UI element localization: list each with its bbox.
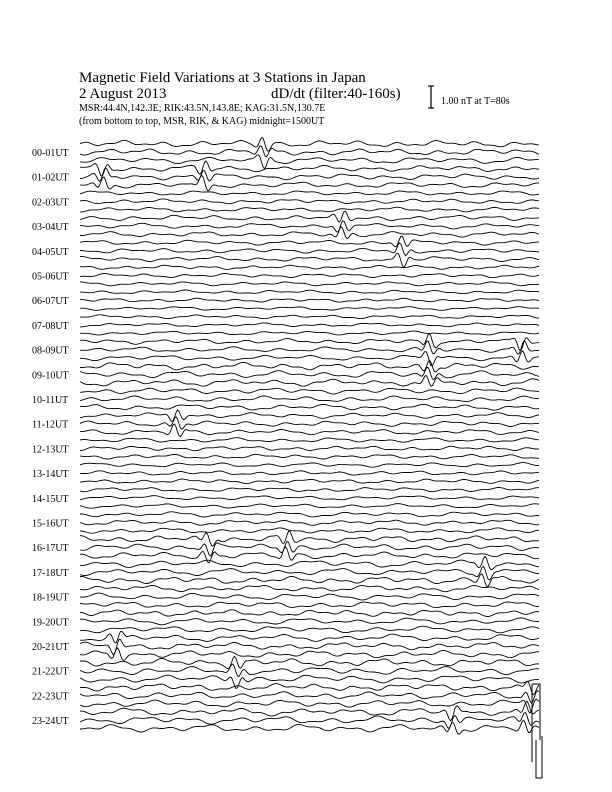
trace-msr	[80, 602, 539, 608]
trace-rik	[80, 713, 539, 729]
trace-rik	[80, 199, 539, 204]
trace-msr	[80, 424, 539, 437]
trace-rik	[80, 496, 539, 500]
trace-msr	[80, 331, 539, 335]
hour-label: 20-21UT	[32, 642, 69, 653]
hour-label: 15-16UT	[32, 518, 69, 530]
trace-msr	[80, 675, 539, 688]
trace-msr	[80, 574, 539, 587]
trace-rik	[80, 417, 539, 430]
trace-kag	[80, 512, 539, 517]
trace-kag	[80, 531, 539, 546]
trace-msr	[80, 253, 539, 267]
trace-msr	[80, 175, 539, 190]
scale-bar	[428, 86, 434, 108]
trace-kag	[80, 463, 539, 468]
hour-label: 06-07UT	[32, 296, 69, 308]
hour-label: 07-08UT	[32, 320, 69, 332]
trace-kag	[80, 556, 539, 569]
trace-msr	[80, 227, 539, 239]
trace-kag	[80, 410, 539, 421]
trace-msr	[80, 404, 539, 410]
hour-label: 13-14UT	[32, 469, 69, 481]
hour-label: 04-05UT	[32, 246, 69, 258]
trace-rik	[80, 396, 539, 402]
hour-label: 01-02UT	[32, 172, 69, 184]
hour-label: 05-06UT	[32, 271, 69, 283]
chart-title: Magnetic Field Variations at 3 Stations in Japan	[79, 70, 366, 86]
trace-rik	[80, 520, 539, 525]
station-coordinates: MSR:44.4N,142.3E; RIK:43.5N,143.8E; KAG:31.5N,130.7E	[79, 103, 326, 114]
trace-msr	[80, 307, 539, 311]
hour-labels	[32, 148, 69, 727]
trace-msr	[80, 547, 539, 563]
trace-msr	[80, 648, 539, 661]
trace-kag	[80, 585, 539, 591]
trace-rik	[80, 146, 539, 157]
hour-label: 00-01UT	[32, 148, 69, 159]
hour-label: 22-23UT	[32, 691, 69, 703]
trace-rik	[80, 298, 539, 302]
chart-quantity: dD/dt (filter:40-160s)	[271, 86, 401, 102]
trace-msr	[80, 479, 539, 484]
hour-label: 23-24UT	[32, 716, 69, 728]
trace-kag	[80, 656, 539, 668]
trace-rik	[80, 640, 539, 655]
trace-msr	[80, 528, 539, 533]
hour-label: 14-15UT	[32, 493, 69, 505]
hour-label: 09-10UT	[32, 370, 69, 382]
trace-rik	[80, 243, 539, 256]
trace-msr	[80, 454, 539, 459]
trace-rik	[80, 618, 539, 625]
trace-rik	[80, 168, 539, 182]
trace-rik	[80, 567, 539, 581]
scale-bar-label: 1.00 nT at T=80s	[441, 96, 510, 107]
trace-group	[80, 138, 539, 734]
trace-msr	[80, 207, 539, 212]
hour-label: 02-03UT	[32, 197, 69, 209]
trace-rik	[80, 274, 539, 278]
trace-msr	[80, 504, 539, 509]
trace-kag	[80, 631, 539, 643]
end-spike-marker	[532, 684, 542, 778]
trace-msr	[80, 721, 539, 734]
trace-rik	[80, 541, 539, 556]
trace-kag	[80, 191, 539, 195]
hour-label: 08-09UT	[32, 345, 69, 357]
trace-kag	[80, 610, 539, 617]
trace-rik	[80, 367, 539, 379]
trace-kag	[80, 334, 539, 351]
trace-rik	[80, 593, 539, 600]
chart-date: 2 August 2013	[79, 86, 167, 102]
trace-msr	[80, 155, 539, 169]
trace-msr	[80, 282, 539, 286]
trace-rik	[80, 471, 539, 475]
trace-kag	[80, 681, 539, 695]
trace-kag	[80, 438, 539, 443]
hour-label: 19-20UT	[32, 617, 69, 629]
hour-label: 16-17UT	[32, 543, 69, 555]
trace-kag	[80, 211, 539, 222]
trace-rik	[80, 323, 539, 327]
trace-order-note: (from bottom to top, MSR, RIK, & KAG) midnight=1500UT	[79, 116, 325, 127]
hour-label: 21-22UT	[32, 666, 69, 678]
hour-label: 11-12UT	[32, 419, 69, 431]
trace-rik	[80, 664, 539, 676]
trace-kag	[80, 290, 539, 294]
trace-kag	[80, 161, 539, 176]
trace-rik	[80, 341, 539, 355]
trace-msr	[80, 626, 539, 633]
trace-kag	[80, 388, 539, 394]
trace-kag	[80, 265, 539, 269]
hour-label: 12-13UT	[32, 444, 69, 456]
trace-kag	[80, 236, 539, 247]
trace-rik	[80, 446, 539, 450]
trace-kag	[80, 315, 539, 319]
trace-kag	[80, 360, 539, 372]
hour-label: 18-19UT	[32, 592, 69, 604]
hour-label: 03-04UT	[32, 222, 69, 234]
hour-label: 17-18UT	[32, 567, 69, 579]
trace-rik	[80, 221, 539, 232]
trace-kag	[80, 488, 539, 492]
trace-msr	[80, 351, 539, 366]
hour-label: 10-11UT	[32, 395, 69, 406]
